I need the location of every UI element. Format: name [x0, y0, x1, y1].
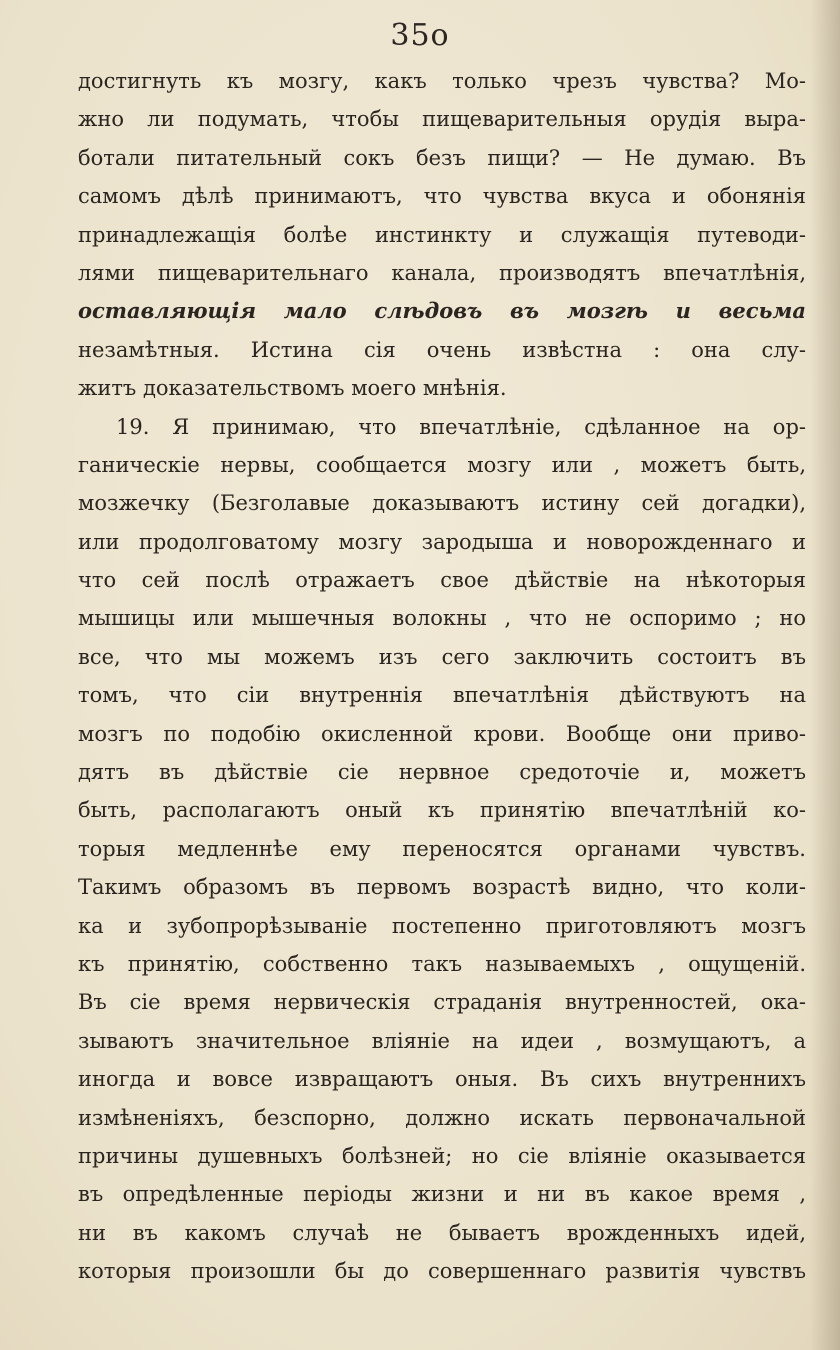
body-text	[78, 62, 806, 1291]
text-line: въ опредѣленные періоды жизни и ни въ какое время ,	[78, 1182, 806, 1207]
text-line: ботали питательный сокъ безъ пищи? — Не думаю. Въ	[78, 145, 806, 170]
paragraph-start-line: 19. Я принимаю, что впечатлѣніе, сдѣланное на ор-	[116, 414, 806, 439]
text-line: торыя медленнѣе ему переносятся органами чувствъ.	[78, 836, 806, 861]
text-line: мышицы или мышечныя волокны , что не оспоримо ; но	[78, 606, 806, 631]
text-line: измѣненіяхъ, безспорно, должно искать первоначальной	[78, 1105, 806, 1130]
italic-text-line: оставляющія мало слѣдовъ въ мозгѣ и весьма	[78, 298, 806, 324]
text-line: жно ли подумать, чтобы пищеварительныя орудія выра-	[78, 107, 806, 132]
page-edge-shadow	[810, 0, 840, 1350]
text-line: или продолговатому мозгу зародыша и новорожденнаго и	[78, 529, 806, 554]
text-line: незамѣтныя. Истина сія очень извѣстна : она слу-	[78, 337, 806, 362]
text-line: Въ сіе время нервическія страданія внутренностей, ока-	[78, 990, 806, 1015]
text-line: ганическіе нервы, сообщается мозгу или , можетъ быть,	[78, 452, 806, 477]
text-line: достигнуть къ мозгу, какъ только чрезъ чувства? Мо-	[78, 69, 806, 93]
text-line: самомъ дѣлѣ принимаютъ, что чувства вкуса и обонянія	[78, 184, 806, 209]
text-line: къ принятію, собственно такъ называемыхъ , ощущеній.	[78, 951, 806, 976]
text-line: ни въ какомъ случаѣ не бываетъ врожденныхъ идей,	[78, 1220, 806, 1245]
text-line: лями пищеварительнаго канала, производятъ впечатлѣнія,	[78, 260, 806, 285]
text-line: зываютъ значительное вліяніе на идеи , возмущаютъ, а	[78, 1028, 806, 1053]
text-line: все, что мы можемъ изъ сего заключить состоитъ въ	[78, 644, 806, 669]
text-line: дятъ въ дѣйствіе сіе нервное средоточіе и, можетъ	[78, 760, 806, 785]
text-line: быть, располагаютъ оный къ принятію впечатлѣній ко-	[78, 798, 806, 823]
text-line: томъ, что сіи внутреннія впечатлѣнія дѣйствуютъ на	[78, 683, 806, 708]
text-line: ка и зубопрорѣзываніе постепенно приготовляютъ мозгъ	[78, 913, 806, 938]
text-line: житъ доказательствомъ моего мнѣнія.	[78, 376, 507, 401]
text-line: принадлежащія болѣе инстинкту и служащія путеводи-	[78, 222, 806, 247]
text-line: которыя произошли бы до совершеннаго развитія чувствъ	[78, 1259, 806, 1284]
page-number: 35о	[390, 18, 450, 53]
text-line: причины душевныхъ болѣзней; но сіе вліяніе оказывается	[78, 1143, 806, 1168]
text-line: иногда и вовсе извращаютъ оныя. Въ сихъ внутреннихъ	[78, 1067, 806, 1092]
text-line: Такимъ образомъ въ первомъ возрастѣ видно, что коли-	[78, 875, 806, 900]
text-line: что сей послѣ отражаетъ свое дѣйствіе на нѣкоторыя	[78, 568, 806, 593]
text-line: мозгъ по подобію окисленной крови. Вообще они приво-	[78, 721, 806, 746]
text-line: мозжечку (Безголавые доказываютъ истину сей догадки),	[78, 491, 806, 516]
